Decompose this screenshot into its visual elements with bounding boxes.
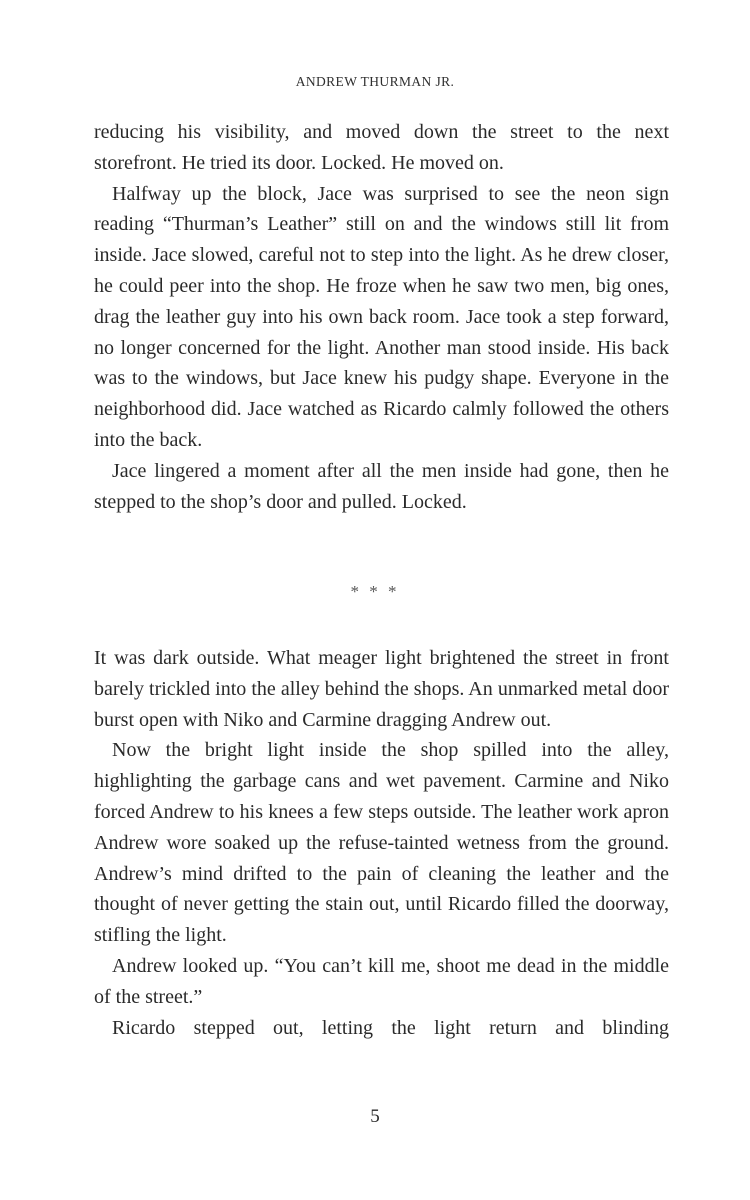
text-block-upper	[94, 117, 669, 517]
running-head: ANDREW THURMAN JR.	[295, 74, 455, 89]
text-block-lower	[94, 643, 669, 1043]
paragraph: Halfway up the block, Jace was surprised to see the neon sign reading “Thurman’s Leather” still on and the windows still lit from inside. Jace slowed, careful not to step into the light. As he drew closer, he could peer into the shop. He froze when he saw two men, big ones, drag the leather guy into his own back room. Jace took a step forward, no longer concerned for the light. Another man stood inside. His back was to the windows, but Jace knew his pudgy shape. Everyone in the neighborhood did. Jace watched as Ricardo calmly followed the others into the back.	[94, 182, 669, 451]
paragraph-scene-opening: It was dark outside. What meager light brightened the street in front barely trickled into the alley behind the shops. An unmarked metal door burst open with Niko and Carmine dragging Andrew out.	[94, 647, 669, 731]
paragraph-last-line: Ricardo stepped out, letting the light return and blinding	[112, 1016, 669, 1039]
paragraph: Andrew looked up. “You can’t kill me, shoot me dead in the middle of the street.”	[94, 954, 669, 1008]
page-number: 5	[370, 1106, 380, 1127]
paragraph: Jace lingered a moment after all the men inside had gone, then he stepped to the shop’s door and pulled. Locked.	[94, 459, 669, 513]
scene-break: * * *	[350, 582, 400, 601]
paragraph-continuation: reducing his visibility, and moved down the street to the next storefront. He tried its door. Locked. He moved on.	[94, 121, 669, 174]
paragraph: Now the bright light inside the shop spilled into the alley, highlighting the garbage cans and wet pavement. Carmine and Niko forced Andrew to his knees a few steps outside. The leather work apron Andrew wore soaked up the refuse-tainted wetness from the ground. Andrew’s mind drifted to the pain of cleaning the leather and the thought of never getting the stain out, until Ricardo filled the doorway, stifling the light.	[94, 739, 669, 947]
